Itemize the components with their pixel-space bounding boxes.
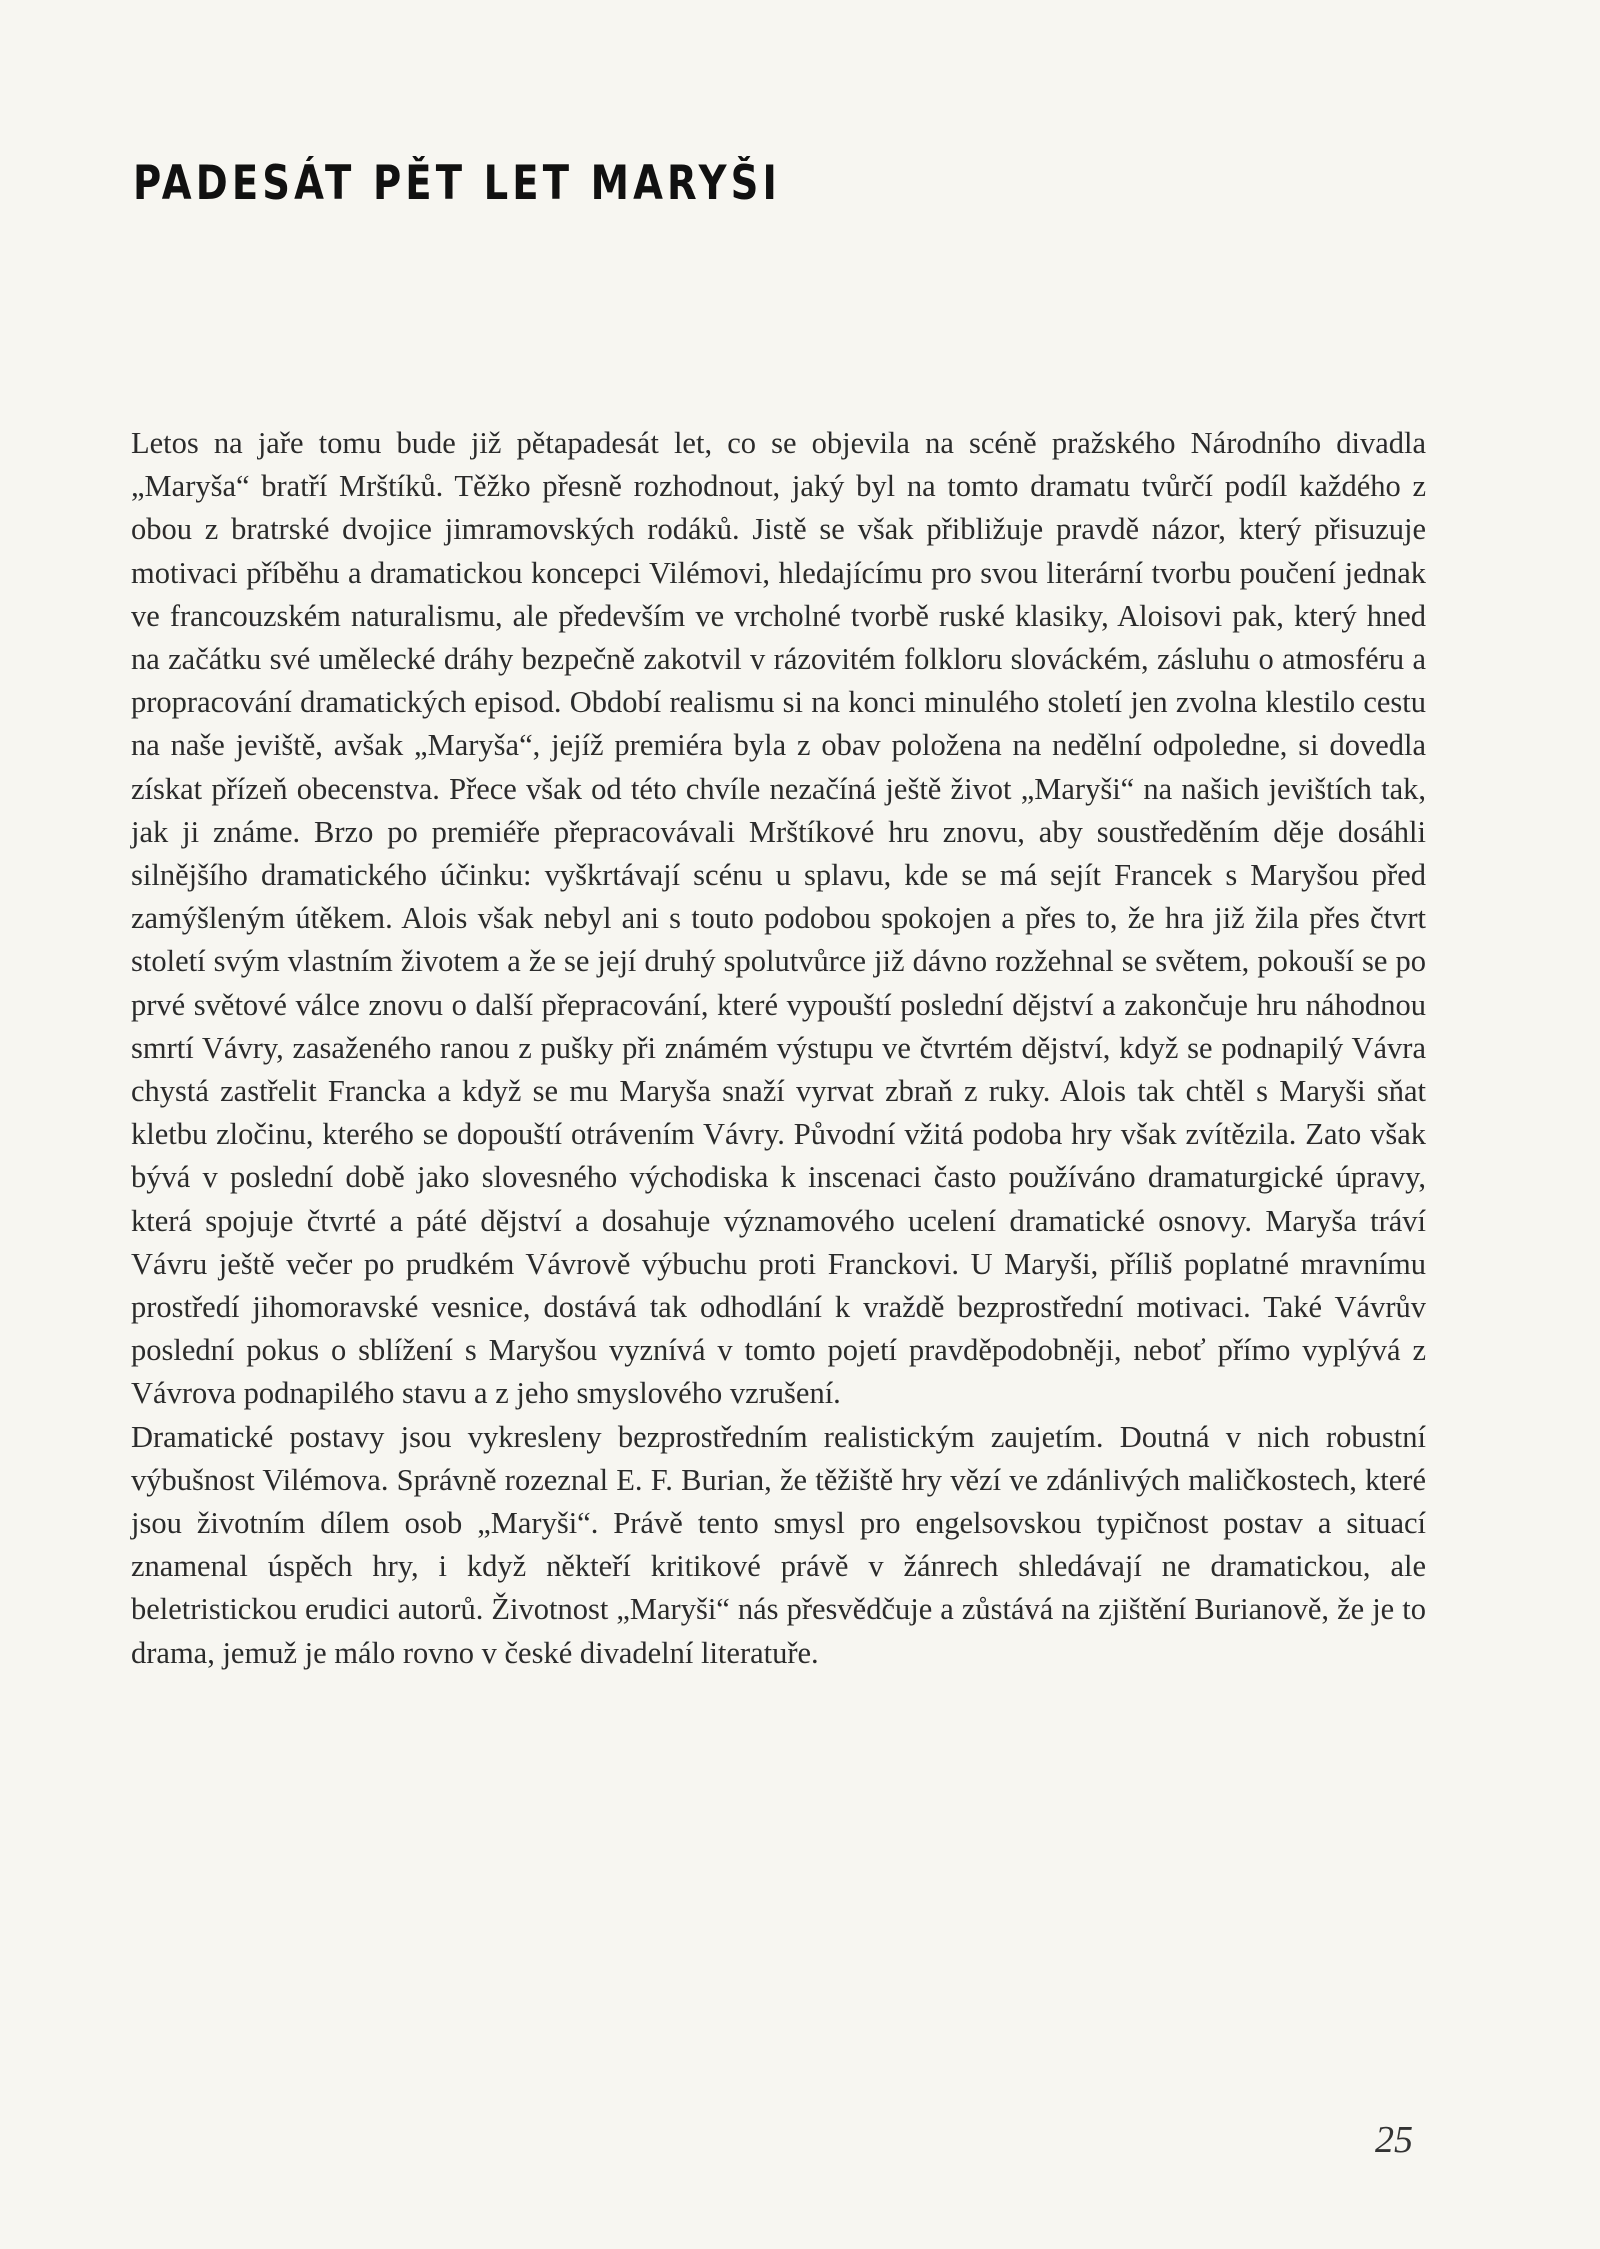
article-body <box>131 422 1426 1675</box>
article-paragraph-2: Dramatické postavy jsou vykresleny bezprostředním realistickým zaujetím. Doutná v nich robustní výbušnost Vilémova. Správně rozeznal E. F. Burian, že těžiště hry vězí ve zdánlivých maličkostech, které jsou životním dílem osob „Maryši“. Právě tento smysl pro engelsovskou typičnost postav a situací znamenal úspěch hry, i když někteří kritikové právě v žánrech shledávají ne dramatickou, ale beletristickou erudici autorů. Životnost „Maryši“ nás přesvědčuje a zůstává na zjištění Burianově, že je to drama, jemuž je málo rovno v české divadelní literatuře. <box>131 1419 1426 1670</box>
page-number: 25 <box>1375 2119 1413 2161</box>
article-title: PADESÁT PĚT LET MARYŠI <box>133 156 781 211</box>
article-paragraph-1: Letos na jaře tomu bude již pětapadesát let, co se objevila na scéně pražského Národního divadla „Maryša“ bratří Mrštíků. Těžko přesně rozhodnout, jaký byl na tomto dramatu tvůrčí podíl každého z obou z bratrské dvojice jimramovských rodáků. Jistě se však přibližuje pravdě názor, který přisuzuje motivaci příběhu a dramatickou koncepci Vilémovi, hledajícímu pro svou literární tvorbu poučení jednak ve francouzském naturalismu, ale především ve vrcholné tvorbě ruské klasiky, Aloisovi pak, který hned na začátku své umělecké dráhy bezpečně zakotvil v rázovitém folkloru slováckém, zásluhu o atmosféru a propracování dramatických episod. Období realismu si na konci minulého století jen zvolna klestilo cestu na naše jeviště, avšak „Maryša“, jejíž premiéra byla z obav položena na nedělní odpoledne, si dovedla získat přízeň obecenstva. Přece však od této chvíle nezačíná ještě život „Maryši“ na našich jevištích tak, jak ji známe. Brzo po premiéře přepracovávali Mrštíkové hru znovu, aby soustředěním děje dosáhli silnějšího dramatického účinku: vyškrtávají scénu u splavu, kde se má sejít Francek s Maryšou před zamýšleným útěkem. Alois však nebyl ani s touto podobou spokojen a přes to, že hra již žila přes čtvrt století svým vlastním životem a že se její druhý spolutvůrce již dávno rozžehnal se světem, pokouší se po prvé světové válce znovu o další přepracování, které vypouští poslední dějství a zakončuje hru náhodnou smrtí Vávry, zasaženého ranou z pušky při známém výstupu ve čtvrtém dějství, když se podnapilý Vávra chystá zastřelit Francka a když se mu Maryša snaží vyrvat zbraň z ruky. Alois tak chtěl s Maryši sňat kletbu zločinu, kterého se dopouští otrávením Vávry. Původní vžitá podoba hry však zvítězila. Zato však bývá v poslední době jako slovesného východiska k inscenaci často používáno dramaturgické úpravy, která spojuje čtvrté a páté dějství a dosahuje významového ucelení dramatické osnovy. Maryša tráví Vávru ještě večer po prudkém Vávrově výbuchu proti Franckovi. U Maryši, příliš poplatné mravnímu prostředí jihomoravské vesnice, dostává tak odhodlání k vraždě bezprostřední motivaci. Také Vávrův poslední pokus o sblížení s Maryšou vyznívá v tomto pojetí pravděpodobněji, neboť přímo vyplývá z Vávrova podnapilého stavu a z jeho smyslového vzrušení. <box>131 426 1426 1411</box>
